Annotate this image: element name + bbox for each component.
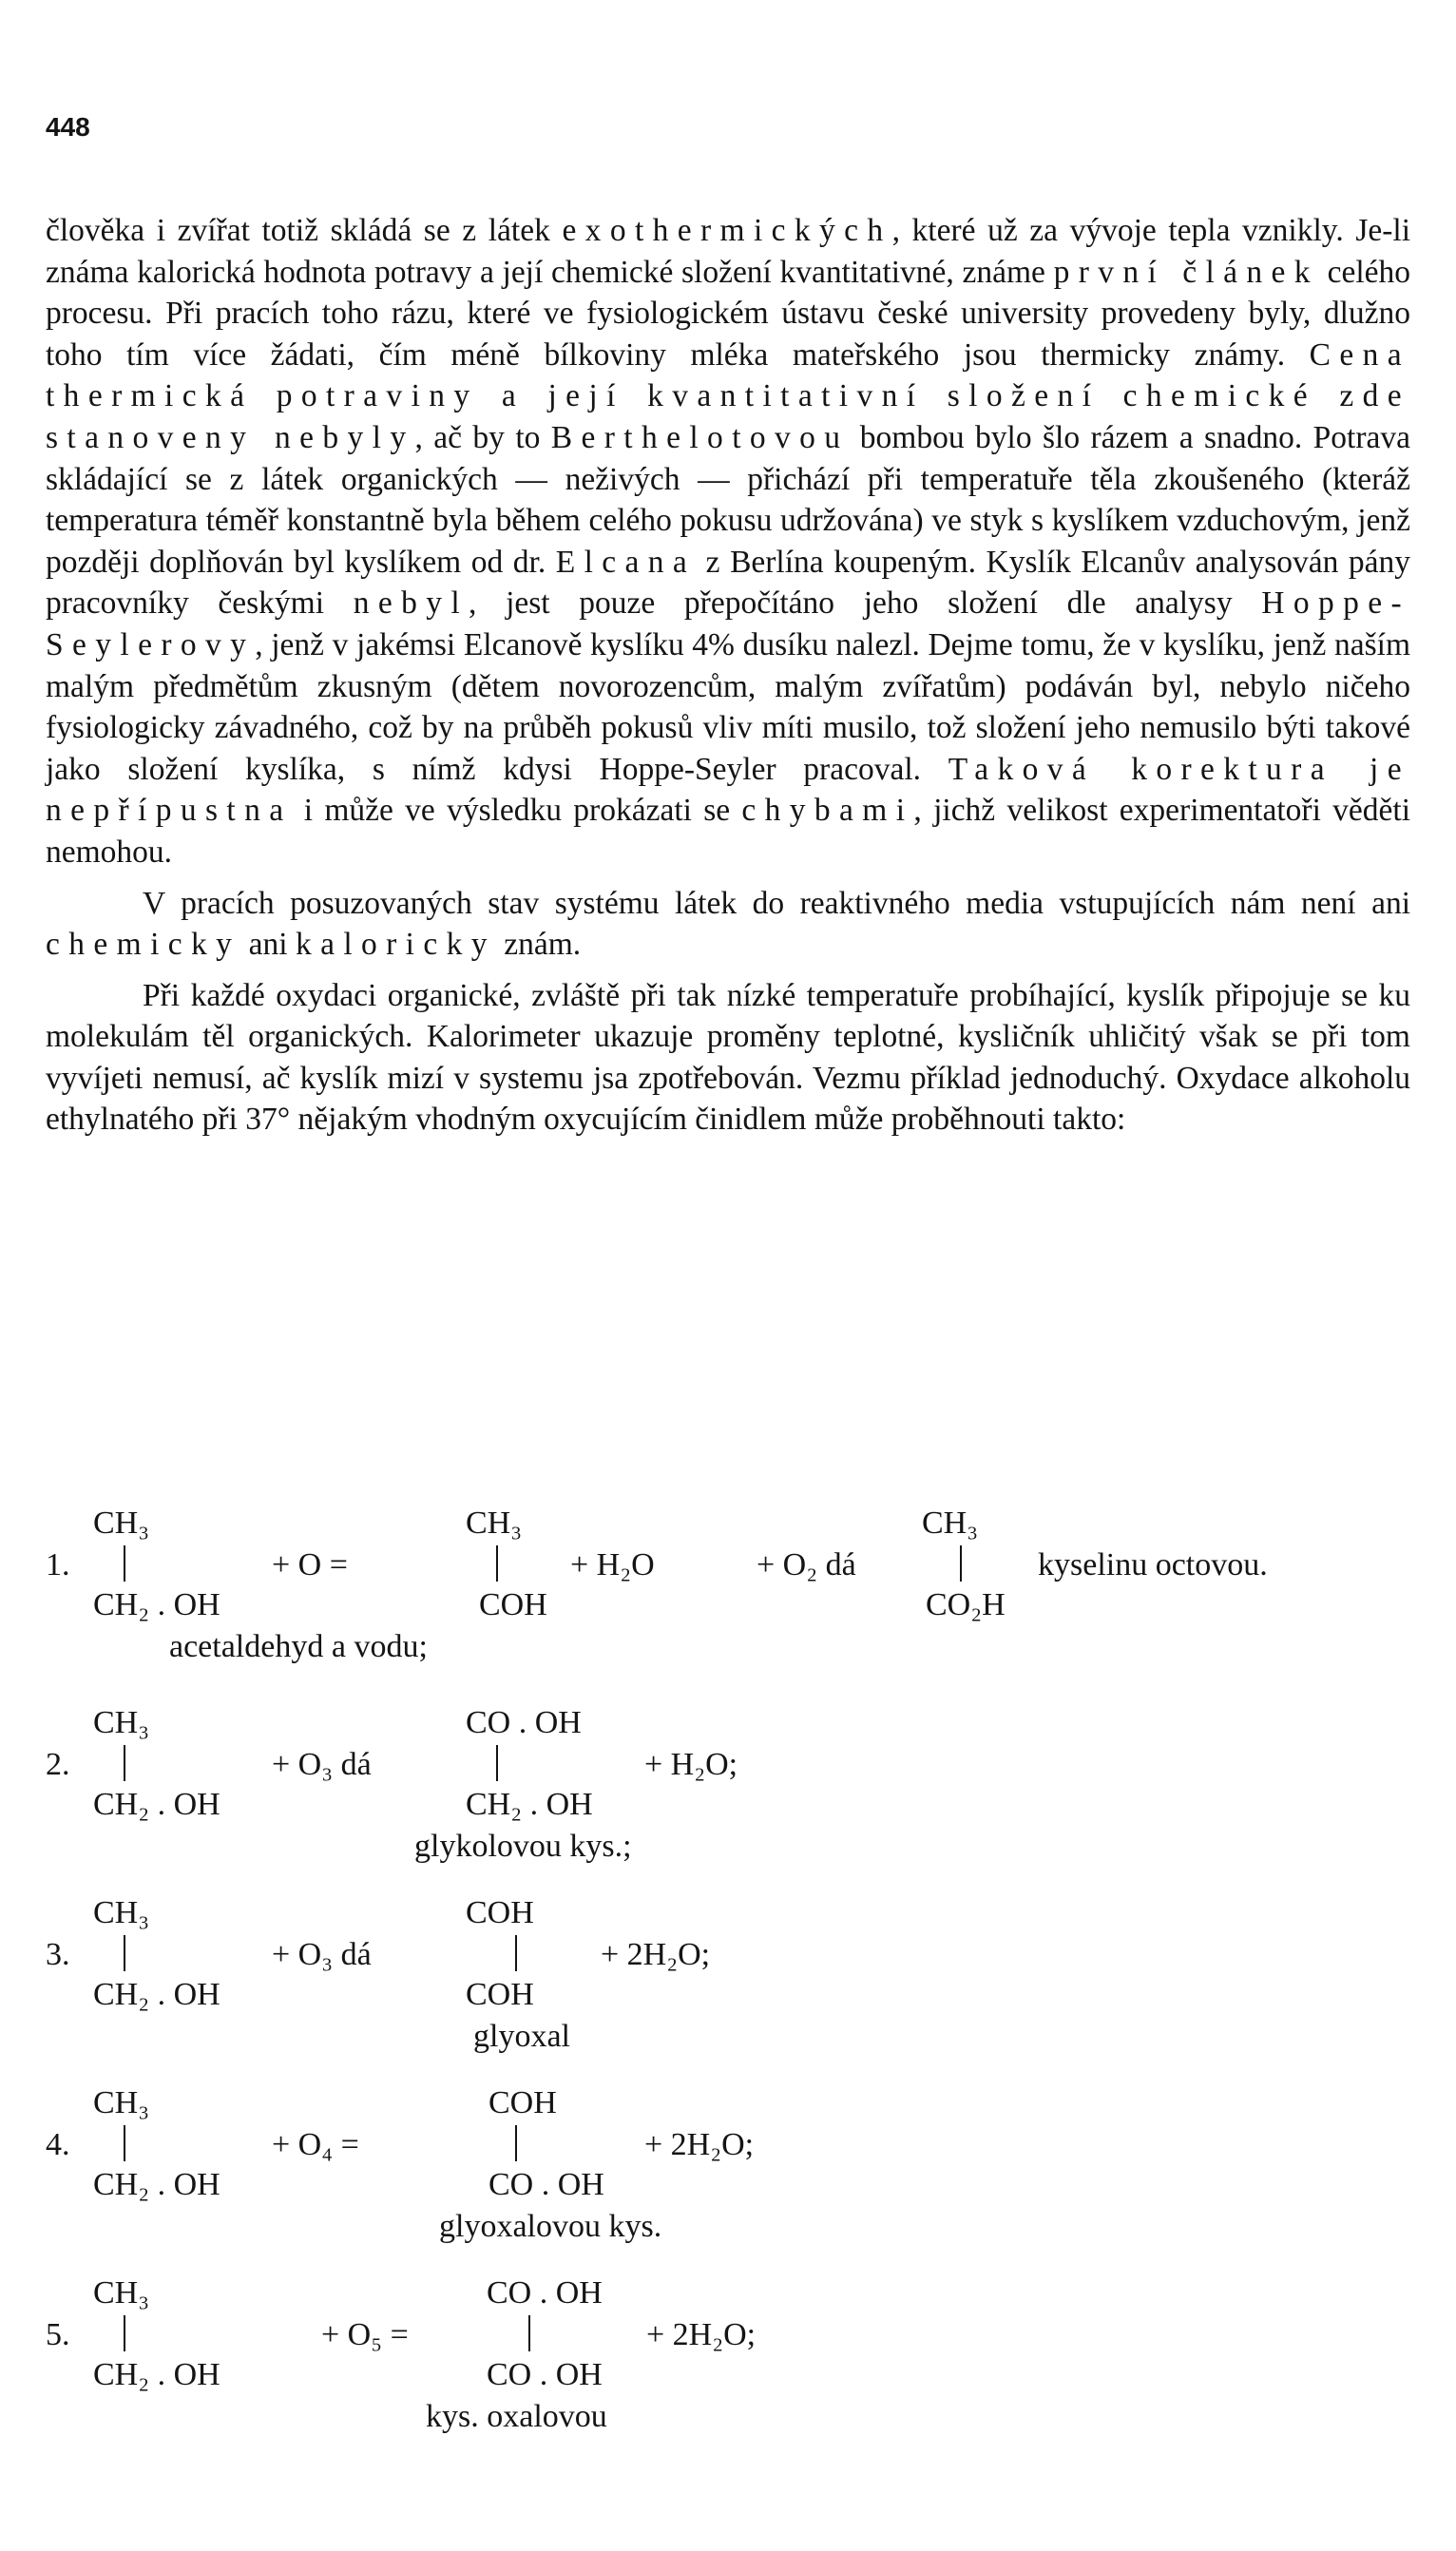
operator-1: + O₃ dá: [272, 1747, 372, 1782]
page-number: 448: [46, 112, 90, 142]
text-run: , ač by to: [414, 419, 551, 455]
equation-label: 3.: [46, 1937, 70, 1972]
bond-line: [960, 1545, 962, 1582]
formula-left-top: CH₃: [93, 2085, 150, 2120]
text-run: znám.: [495, 927, 582, 963]
spaced-emphasis-text: chemicky: [46, 927, 241, 963]
text-run: celého procesu. Při pracích toho rázu, které ve fysiologickém ústavu české university provedeny byly, dlužno toho tím více žádati, čím méně bílkoviny mléka mateřského jsou thermicky známy.: [46, 254, 1411, 373]
spaced-emphasis-text: exothermických: [562, 213, 892, 248]
spaced-emphasis-text: nebyl: [353, 585, 469, 622]
text-run: , jichž velikost experimentatoři věděti nemohou.: [46, 793, 1411, 870]
formula-mid-top: COH: [466, 1895, 534, 1930]
text-run: , jest pouze přepočítáno jeho složení dle analysy: [469, 585, 1262, 622]
text-run: z Berlína koupeným. Kyslík Elcanův analysován pány pracovníky českými: [46, 544, 1410, 622]
operator-2: + 2H₂O;: [644, 2127, 755, 2162]
text-run: člověka i zvířat totiž skládá se z látek: [46, 213, 563, 248]
formula-left-top: CH₃: [93, 2275, 150, 2311]
text-run: Při každé oxydaci organické, zvláště při tak nízké temperatuře probíhající, kyslík připojuje se ku molekulám těl organických. Kalorimeter ukazuje proměny teplotné, kysličník uhličitý však se při tom vyvíjeti nemusí, ač kyslík mizí v systemu jsa zpotřebován. Vezmu příklad jednoduchý. Oxydace alkoholu ethylnatého při 37° nějakým vhodným oxycujícím činidlem může proběhnouti takto:: [46, 977, 1410, 1138]
operator-2: + H₂O: [570, 1547, 655, 1582]
spaced-emphasis-text: Taková korektura je nepřípustna: [46, 751, 1410, 829]
equation-caption: glyoxalovou kys.: [439, 2209, 662, 2244]
formula-left-top: CH₃: [93, 1506, 150, 1541]
formula-mid-bottom: CH₂ . OH: [466, 1787, 593, 1822]
bond-line: [124, 1935, 125, 1971]
bond-line: [124, 2125, 125, 2161]
bond-line: [124, 2315, 125, 2351]
equation-label: 2.: [46, 1747, 70, 1782]
formula-right-bottom: CO₂H: [926, 1587, 1006, 1622]
formula-left-top: CH₃: [93, 1705, 150, 1740]
bond-line: [515, 1935, 517, 1971]
operator-1: + O₃ dá: [272, 1937, 372, 1972]
formula-mid-top: CH₃: [466, 1506, 523, 1541]
formula-left-bottom: CH₂ . OH: [93, 1977, 220, 2012]
spaced-emphasis-text: první článek: [1053, 254, 1319, 290]
equation-caption: glyoxal: [473, 2019, 570, 2054]
spaced-emphasis-text: Cena thermická potraviny a její kvantitativní složení chemické zde stanoveny nebyly: [46, 336, 1410, 455]
bond-line: [515, 2125, 517, 2161]
operator-2: + H₂O;: [644, 1747, 738, 1782]
formula-mid-top: CO . OH: [466, 1705, 582, 1740]
spaced-emphasis-text: chybami: [741, 793, 914, 829]
paragraph-2: [46, 883, 1410, 966]
operator-1: + O₄ =: [272, 2127, 359, 2162]
formula-mid-top: COH: [489, 2085, 557, 2120]
spaced-emphasis-text: Hoppe-Seylerovy: [46, 585, 1410, 662]
bond-line: [528, 2315, 530, 2351]
equation-label: 5.: [46, 2317, 70, 2352]
formula-left-bottom: CH₂ . OH: [93, 2167, 220, 2202]
bond-line: [124, 1545, 125, 1582]
bond-line: [496, 1745, 498, 1781]
spaced-emphasis-text: kaloricky: [295, 927, 496, 963]
text-run: , jenž v jakémsi Elcanově kyslíku 4% dusíku nalezl. Dejme tomu, že v kyslíku, jenž naším malým předmětům zkusným (dětem novorozencům, malým zvířatům) podáván byl, nebylo ničeho fysiologicky závadného, což by na průběh pokusů vliv míti musilo, tož složení jeho nemusilo býti takové jako složení kyslíka, s nímž kdysi Hoppe-Seyler pracoval.: [46, 626, 1410, 787]
text-run: ani: [240, 927, 296, 963]
operator-2: + 2H₂O;: [646, 2317, 757, 2352]
formula-mid-bottom: CO . OH: [487, 2357, 603, 2392]
text-run: , které už za vývoje tepla vznikly. Je-li známa kalorická hodnota potravy a její chemické složení kvantitativné, známe: [46, 213, 1410, 290]
bond-line: [124, 1745, 125, 1781]
operator-3: + O₂ dá: [757, 1547, 856, 1582]
text-run: i může ve výsledku prokázati se: [292, 793, 742, 829]
spaced-emphasis-text: Berthelotovou: [550, 419, 850, 455]
operator-1: + O₅ =: [321, 2317, 409, 2352]
formula-mid-bottom: CO . OH: [489, 2167, 604, 2202]
paragraph-1: [46, 210, 1410, 873]
formula-left-bottom: CH₂ . OH: [93, 2357, 220, 2392]
bond-line: [496, 1545, 498, 1582]
formula-left-top: CH₃: [93, 1895, 150, 1930]
equation-label: 1.: [46, 1547, 70, 1582]
formula-left-bottom: CH₂ . OH: [93, 1587, 220, 1622]
spaced-emphasis-text: Elcana: [555, 544, 697, 580]
formula-mid-bottom: COH: [479, 1587, 547, 1622]
operator-2: + 2H₂O;: [601, 1937, 711, 1972]
formula-right-top: CH₃: [922, 1506, 979, 1541]
formula-mid-top: CO . OH: [487, 2275, 603, 2311]
formula-mid-bottom: COH: [466, 1977, 534, 2012]
equation-tail: kyselinu octovou.: [1038, 1547, 1268, 1582]
paragraph-3: [46, 975, 1410, 1141]
formula-left-bottom: CH₂ . OH: [93, 1787, 220, 1822]
body-text: [46, 210, 1410, 1141]
equation-caption: glykolovou kys.;: [414, 1829, 632, 1864]
text-run: V pracích posuzovaných stav systému látek do reaktivného media vstupujících nám není ani: [143, 885, 1410, 921]
operator-1: + O =: [272, 1547, 348, 1582]
equation-caption: acetaldehyd a vodu;: [169, 1629, 428, 1664]
text-run: bombou bylo šlo rázem a snadno. Potrava skládající se z látek organických — neživých — přichází při temperatuře těla zkoušeného (kteráž temperatura téměř konstantně byla během celého pokusu udržována) ve styk s kyslíkem vzduchovým, jenž později doplňován byl kyslíkem od dr.: [46, 419, 1411, 580]
equation-caption: kys. oxalovou: [426, 2399, 607, 2434]
equation-label: 4.: [46, 2127, 70, 2162]
